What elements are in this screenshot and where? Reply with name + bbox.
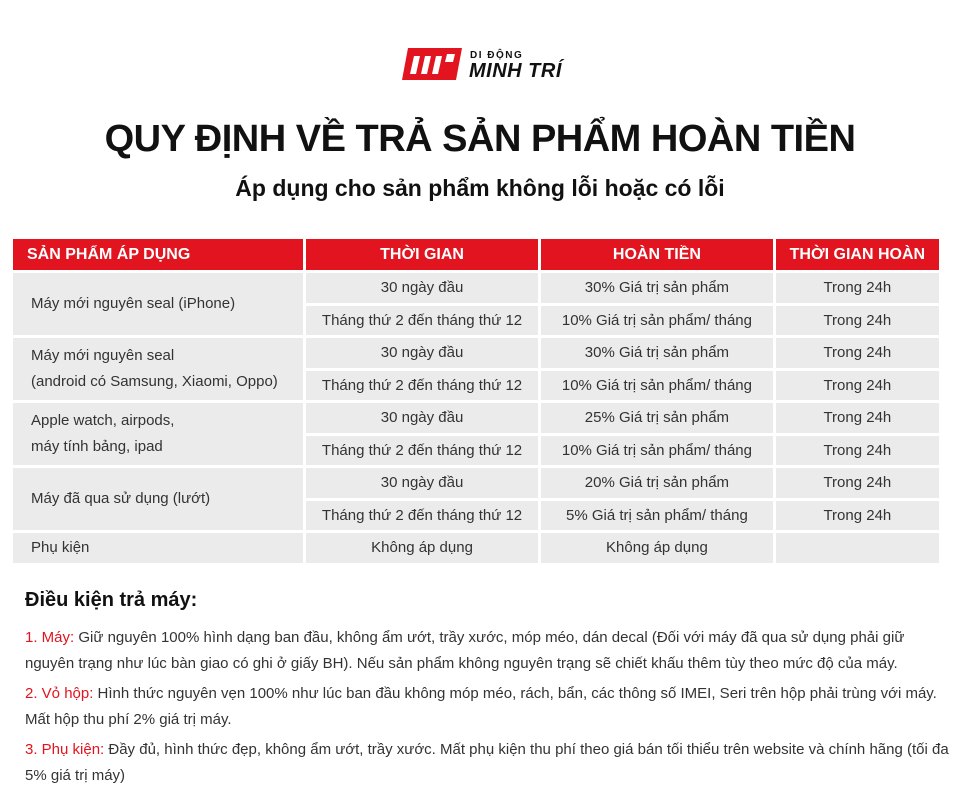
table-row [13,403,939,433]
refund-time-cell: Trong 24h [776,306,939,336]
product-cell [13,273,303,335]
condition-item [25,681,950,733]
product-cell [13,468,303,530]
header-refund: HOÀN TIỀN [541,239,773,270]
product-cell [13,338,303,400]
time-cell: Tháng thứ 2 đến tháng thứ 12 [306,371,538,401]
table-row [13,468,939,498]
time-cell: Tháng thứ 2 đến tháng thứ 12 [306,501,538,531]
refund-time-cell: Trong 24h [776,501,939,531]
refund-cell: 10% Giá trị sản phẩm/ tháng [541,436,773,466]
refund-cell: 30% Giá trị sản phẩm [541,273,773,303]
condition-label: 3. Phụ kiện: [25,741,105,758]
time-cell: 30 ngày đầu [306,273,538,303]
condition-label: 2. Vỏ hộp: [25,685,94,702]
refund-time-cell: Trong 24h [776,436,939,466]
refund-cell: 5% Giá trị sản phẩm/ tháng [541,501,773,531]
time-cell: Tháng thứ 2 đến tháng thứ 12 [306,306,538,336]
product-line: Máy mới nguyên seal [31,347,175,364]
table-header-row [13,239,939,270]
refund-time-cell: Trong 24h [776,371,939,401]
product-line: Máy mới nguyên seal (iPhone) [31,295,236,312]
product-cell [13,403,303,465]
refund-cell: 20% Giá trị sản phẩm [541,468,773,498]
refund-cell: Không áp dụng [541,533,773,563]
refund-time-cell: Trong 24h [776,468,939,498]
condition-text: Hình thức nguyên vẹn 100% như lúc ban đầu không móp méo, rách, bẩn, các thông số IMEI, Seri trên hộp phải trùng với máy. Mất hộp thu phí 2% giá trị máy. [25,685,937,728]
condition-label: 1. Máy: [25,629,75,646]
product-line: Máy đã qua sử dụng (lướt) [31,490,211,507]
header-time: THỜI GIAN [306,239,538,270]
refund-cell: 25% Giá trị sản phẩm [541,403,773,433]
time-cell: 30 ngày đầu [306,403,538,433]
table-row [13,338,939,368]
refund-cell: 30% Giá trị sản phẩm [541,338,773,368]
product-cell: Phụ kiện [13,533,303,563]
conditions-title: Điều kiện trả máy: [25,589,198,611]
time-cell: Tháng thứ 2 đến tháng thứ 12 [306,436,538,466]
table-row-accessory [13,533,939,563]
condition-item [25,625,950,677]
refund-time-cell: Trong 24h [776,338,939,368]
time-cell: Không áp dụng [306,533,538,563]
product-line: máy tính bảng, ipad [31,438,163,455]
refund-policy-table [10,236,942,566]
condition-text: Đầy đủ, hình thức đẹp, không ẩm ướt, trầy xước. Mất phụ kiện thu phí theo giá bán tối thiểu trên website và chính hãng (tối đa 5% giá trị máy) [25,741,949,784]
refund-time-cell: Trong 24h [776,273,939,303]
product-line: Apple watch, airpods, [31,412,175,429]
logo-brand-name: MINH TRÍ [469,60,562,82]
header-product: SẢN PHẨM ÁP DỤNG [13,239,303,270]
product-line: (android có Samsung, Xiaomi, Oppo) [31,373,278,390]
time-cell: 30 ngày đầu [306,338,538,368]
logo-mark-icon [400,46,464,82]
refund-time-cell: Trong 24h [776,403,939,433]
refund-cell: 10% Giá trị sản phẩm/ tháng [541,371,773,401]
condition-item [25,737,950,789]
logo-subtitle: DI ĐỘNG [470,50,524,61]
time-cell: 30 ngày đầu [306,468,538,498]
refund-cell: 10% Giá trị sản phẩm/ tháng [541,306,773,336]
condition-text: Giữ nguyên 100% hình dạng ban đầu, không ẩm ướt, trầy xước, móp méo, dán decal (Đối với máy đã qua sử dụng phải giữ nguyên trạng như lúc bàn giao có ghi ở giấy BH). Nếu sản phẩm không nguyên trạng sẽ chiết khấu thêm tùy theo mức độ của máy. [25,629,905,672]
table-row [13,273,939,303]
brand-logo [400,46,570,86]
header-refund-time: THỜI GIAN HOÀN [776,239,939,270]
page-title: QUY ĐỊNH VỀ TRẢ SẢN PHẨM HOÀN TIỀN [104,118,856,160]
refund-time-cell [776,533,939,563]
page-subtitle: Áp dụng cho sản phẩm không lỗi hoặc có lỗi [235,175,725,201]
